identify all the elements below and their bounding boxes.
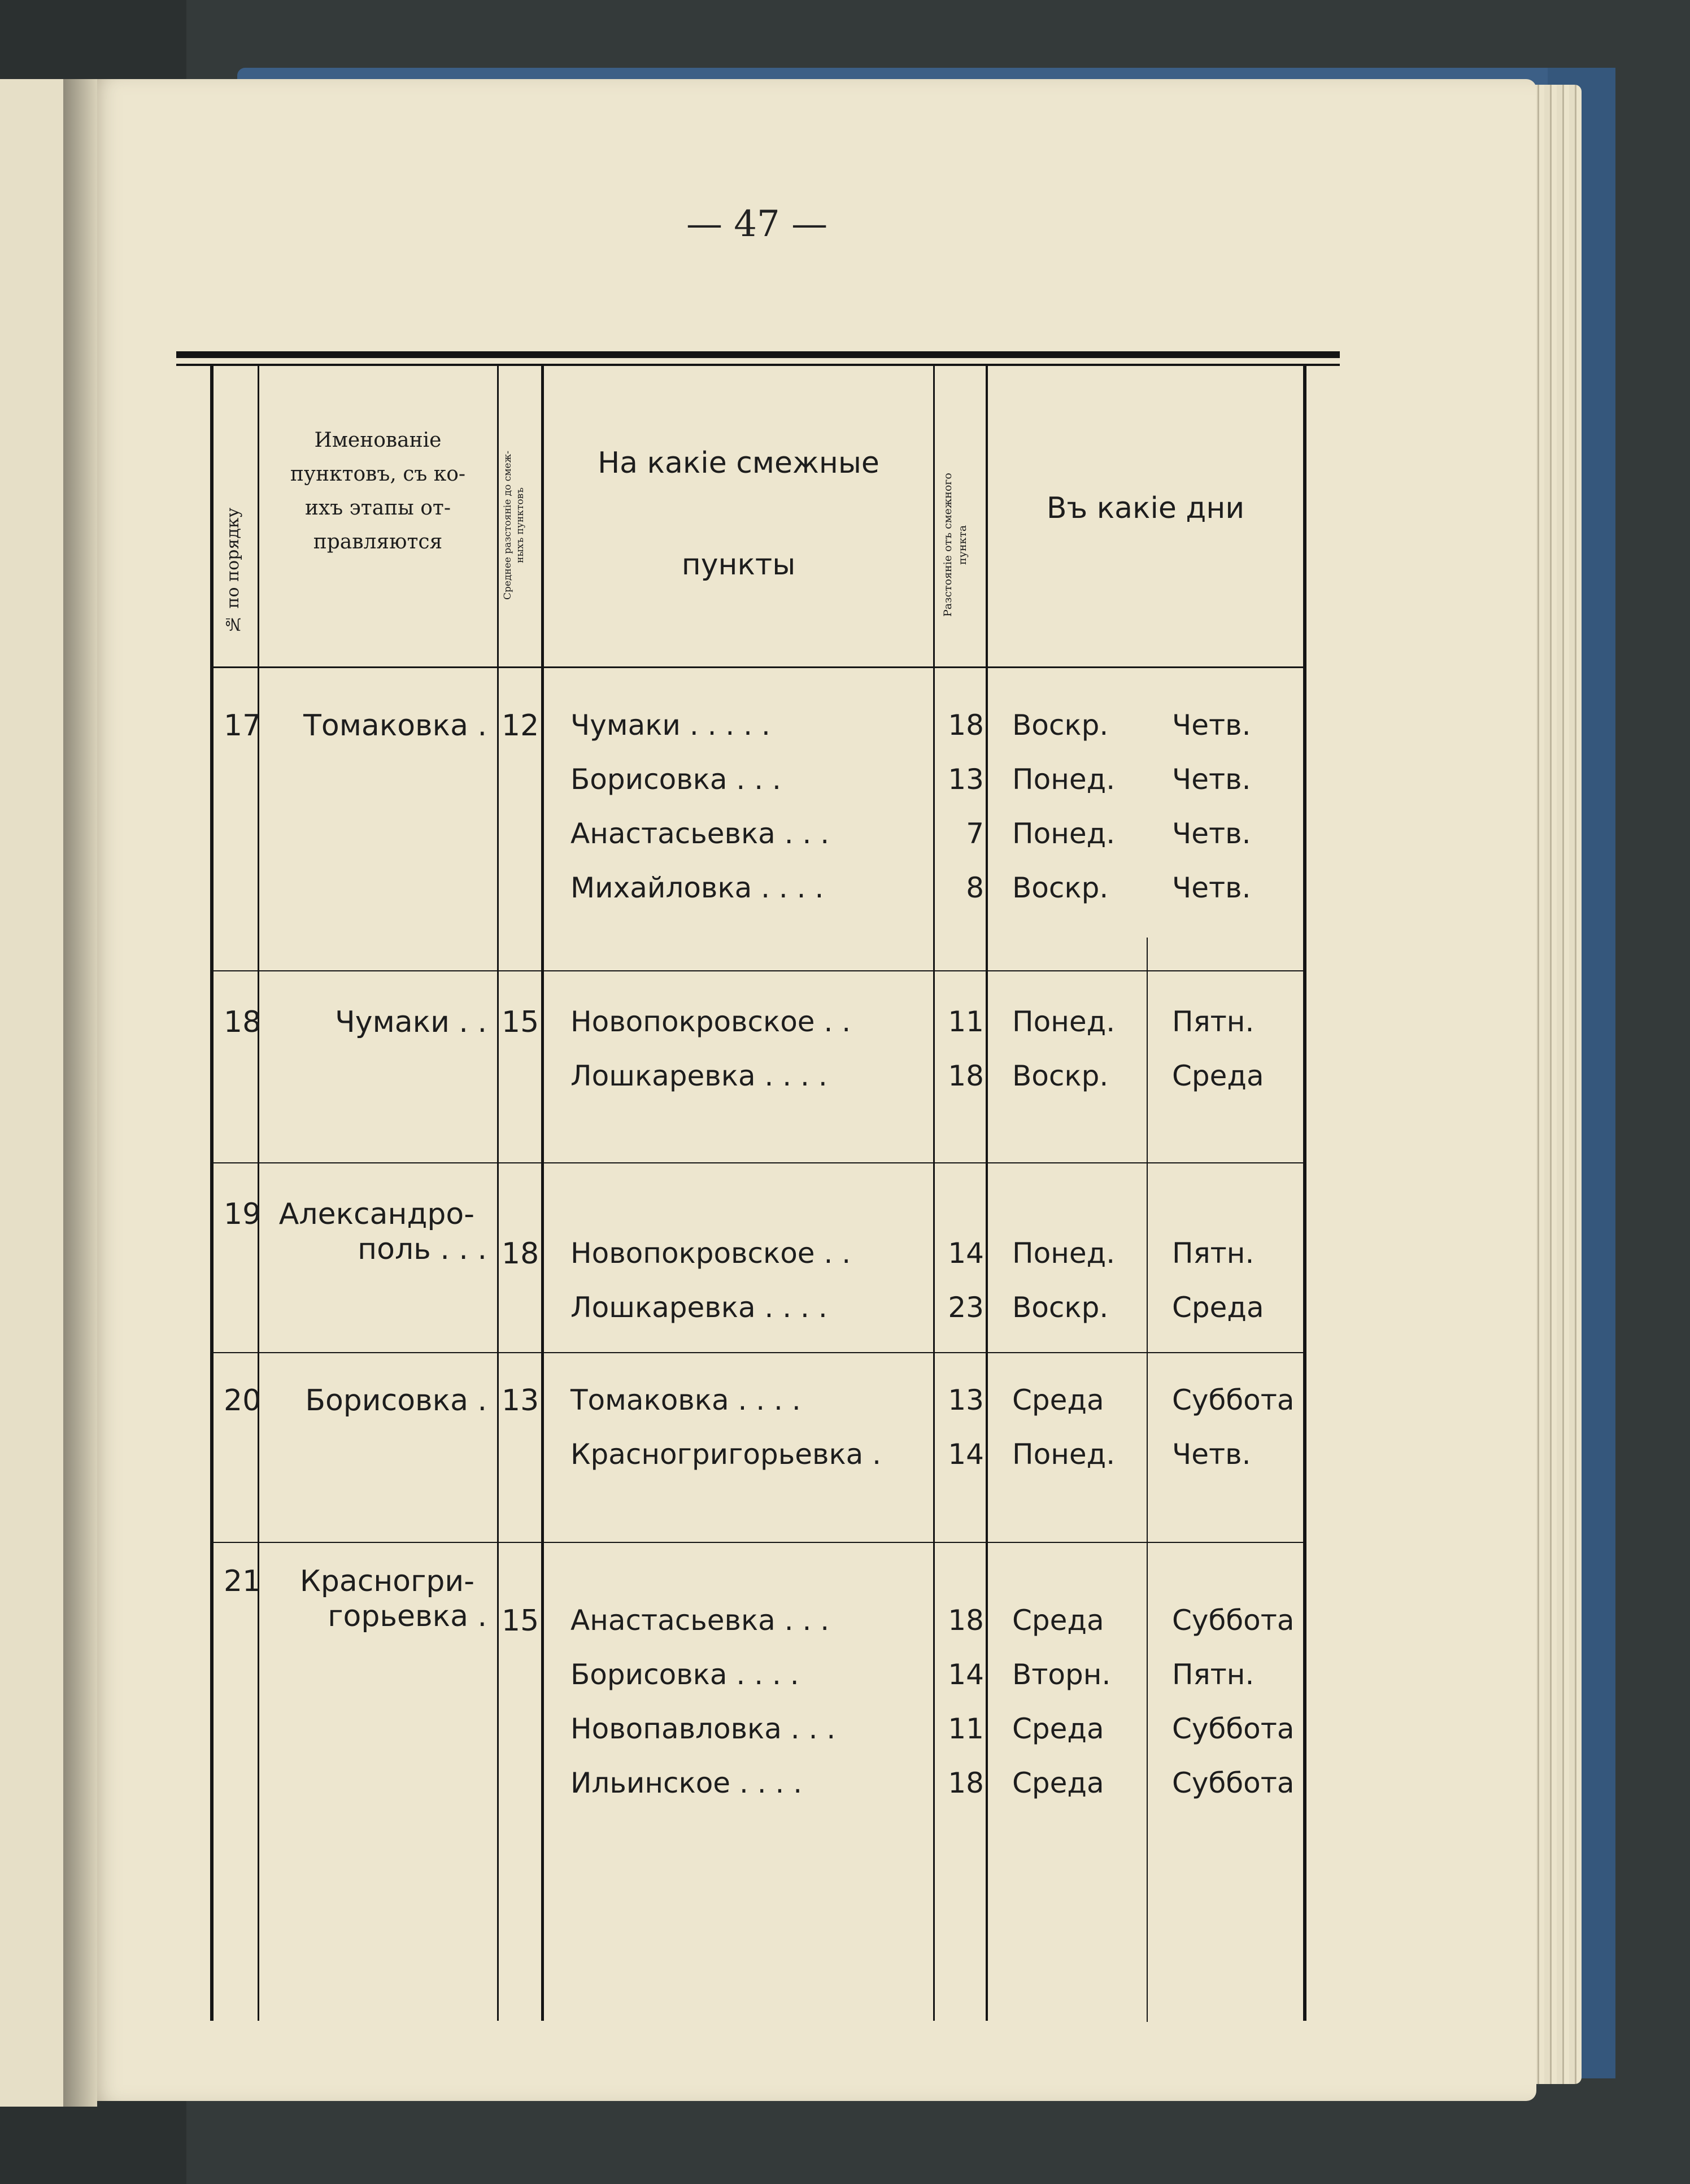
- target-day-1: Воскр.: [1012, 1060, 1109, 1092]
- row-origin-name: горьевка .: [328, 1599, 487, 1633]
- header-dist-line-1: Разстояніе отъ смежного: [942, 473, 954, 617]
- header-col-names: [261, 424, 495, 559]
- target-name: Новопокровское . .: [570, 1237, 851, 1270]
- header-col-avg-distance: [502, 395, 526, 655]
- target-name: Анастасьевка . . .: [570, 1604, 830, 1637]
- col-rule-4: [933, 366, 935, 2021]
- target-day-1: Воскр.: [1012, 709, 1109, 742]
- target-day-2: Четв.: [1172, 871, 1251, 904]
- header-adjacent-line-2: пункты: [681, 548, 796, 582]
- target-name: Чумаки . . . . .: [570, 709, 770, 742]
- target-day-1: Среда: [1012, 1384, 1104, 1416]
- target-day-1: Понед.: [1012, 1237, 1116, 1270]
- header-col-days: Въ какіе дни: [1046, 491, 1245, 525]
- header-dist-line-2: пункта: [956, 525, 969, 565]
- target-day-2: Четв.: [1172, 763, 1251, 796]
- target-distance: 11: [948, 1005, 984, 1038]
- target-distance: 18: [948, 709, 984, 742]
- target-day-1: Понед.: [1012, 1438, 1116, 1471]
- table-top-rule: [176, 351, 1340, 358]
- row-divider-4: [214, 1542, 1304, 1543]
- row-origin-name: Чумаки . .: [335, 1005, 487, 1039]
- target-distance: 13: [948, 1384, 984, 1416]
- target-distance: 7: [966, 817, 984, 850]
- col-rule-6: [1147, 938, 1148, 2022]
- target-day-2: Суббота: [1172, 1384, 1295, 1416]
- row-divider-3: [214, 1352, 1304, 1353]
- target-day-2: Среда: [1172, 1060, 1264, 1092]
- row-divider-1: [214, 970, 1304, 971]
- target-distance: 13: [948, 763, 984, 796]
- col-rule-3: [541, 366, 544, 2021]
- col-rule-1: [258, 366, 259, 2021]
- target-distance: 14: [948, 1438, 984, 1471]
- row-avg-distance: 15: [502, 1005, 539, 1039]
- header-adjacent-line-1: На какіе смежные: [598, 446, 879, 480]
- target-name: Борисовка . . . .: [570, 1658, 799, 1691]
- row-number: 17: [224, 709, 262, 743]
- row-origin-name: поль . . .: [358, 1232, 487, 1266]
- header-avg-line-2: ныхъ пунктовъ: [515, 487, 526, 563]
- target-name: Новопокровское . .: [570, 1005, 851, 1038]
- target-name: Лошкаревка . . . .: [570, 1060, 827, 1092]
- target-day-2: Пятн.: [1172, 1658, 1255, 1691]
- target-name: Михайловка . . . .: [570, 871, 824, 904]
- target-name: Лошкаревка . . . .: [570, 1291, 827, 1324]
- target-day-1: Среда: [1012, 1712, 1104, 1745]
- target-day-2: Пятн.: [1172, 1005, 1255, 1038]
- target-day-2: Четв.: [1172, 817, 1251, 850]
- target-day-1: Среда: [1012, 1767, 1104, 1799]
- row-divider-2: [214, 1162, 1304, 1163]
- table-top-rule-thin: [176, 364, 1340, 366]
- row-number: 19: [224, 1197, 262, 1231]
- target-distance: 18: [948, 1060, 984, 1092]
- header-col-number: № по порядку: [223, 507, 243, 634]
- target-name: Борисовка . . .: [570, 763, 781, 796]
- target-name: Томаковка . . . .: [570, 1384, 801, 1416]
- row-origin-name: Томаковка .: [303, 709, 487, 743]
- header-col-distance: [940, 435, 970, 655]
- header-avg-line-1: Среднее разстояніе до смеж-: [502, 451, 513, 600]
- row-avg-distance: 12: [502, 709, 539, 743]
- target-day-2: Суббота: [1172, 1604, 1295, 1637]
- row-avg-distance: 15: [502, 1604, 539, 1638]
- row-number: 20: [224, 1384, 262, 1418]
- col-rule-outer-right: [1303, 366, 1306, 2021]
- header-names-line-1: Именованіе: [314, 429, 442, 452]
- header-names-line-3: ихъ этапы от-: [304, 496, 451, 520]
- target-distance: 14: [948, 1658, 984, 1691]
- row-origin-name: Александро-: [278, 1197, 474, 1231]
- facing-page: [0, 79, 71, 2107]
- target-day-1: Понед.: [1012, 1005, 1116, 1038]
- target-day-1: Среда: [1012, 1604, 1104, 1637]
- header-col-adjacent: [545, 446, 932, 582]
- target-distance: 23: [948, 1291, 984, 1324]
- target-day-1: Понед.: [1012, 817, 1116, 850]
- row-origin-name: Красногри-: [299, 1564, 474, 1598]
- target-day-2: Пятн.: [1172, 1237, 1255, 1270]
- col-rule-5: [986, 366, 988, 2021]
- target-distance: 14: [948, 1237, 984, 1270]
- header-names-line-2: пунктовъ, съ ко-: [290, 463, 466, 486]
- target-name: Анастасьевка . . .: [570, 817, 830, 850]
- header-bottom-rule: [214, 666, 1304, 668]
- target-name: Красногригорьевка .: [570, 1438, 882, 1471]
- col-rule-outer-left: [210, 366, 214, 2021]
- row-number: 21: [224, 1564, 262, 1598]
- target-day-2: Четв.: [1172, 1438, 1251, 1471]
- book-gutter: [63, 79, 97, 2107]
- target-name: Новопавловка . . .: [570, 1712, 836, 1745]
- target-day-2: Суббота: [1172, 1712, 1295, 1745]
- target-day-1: Понед.: [1012, 763, 1116, 796]
- target-day-1: Воскр.: [1012, 871, 1109, 904]
- page-number: — 47 —: [686, 203, 828, 245]
- row-origin-name: Борисовка .: [305, 1384, 487, 1418]
- target-name: Ильинское . . . .: [570, 1767, 803, 1799]
- row-avg-distance: 13: [502, 1384, 539, 1418]
- target-day-2: Среда: [1172, 1291, 1264, 1324]
- target-day-2: Четв.: [1172, 709, 1251, 742]
- row-number: 18: [224, 1005, 262, 1039]
- target-day-1: Воскр.: [1012, 1291, 1109, 1324]
- header-names-line-4: правляются: [313, 530, 443, 553]
- target-distance: 11: [948, 1712, 984, 1745]
- row-avg-distance: 18: [502, 1237, 539, 1271]
- target-distance: 8: [966, 871, 984, 904]
- target-distance: 18: [948, 1604, 984, 1637]
- target-day-1: Вторн.: [1012, 1658, 1111, 1691]
- target-day-2: Суббота: [1172, 1767, 1295, 1799]
- col-rule-2: [497, 366, 499, 2021]
- target-distance: 18: [948, 1767, 984, 1799]
